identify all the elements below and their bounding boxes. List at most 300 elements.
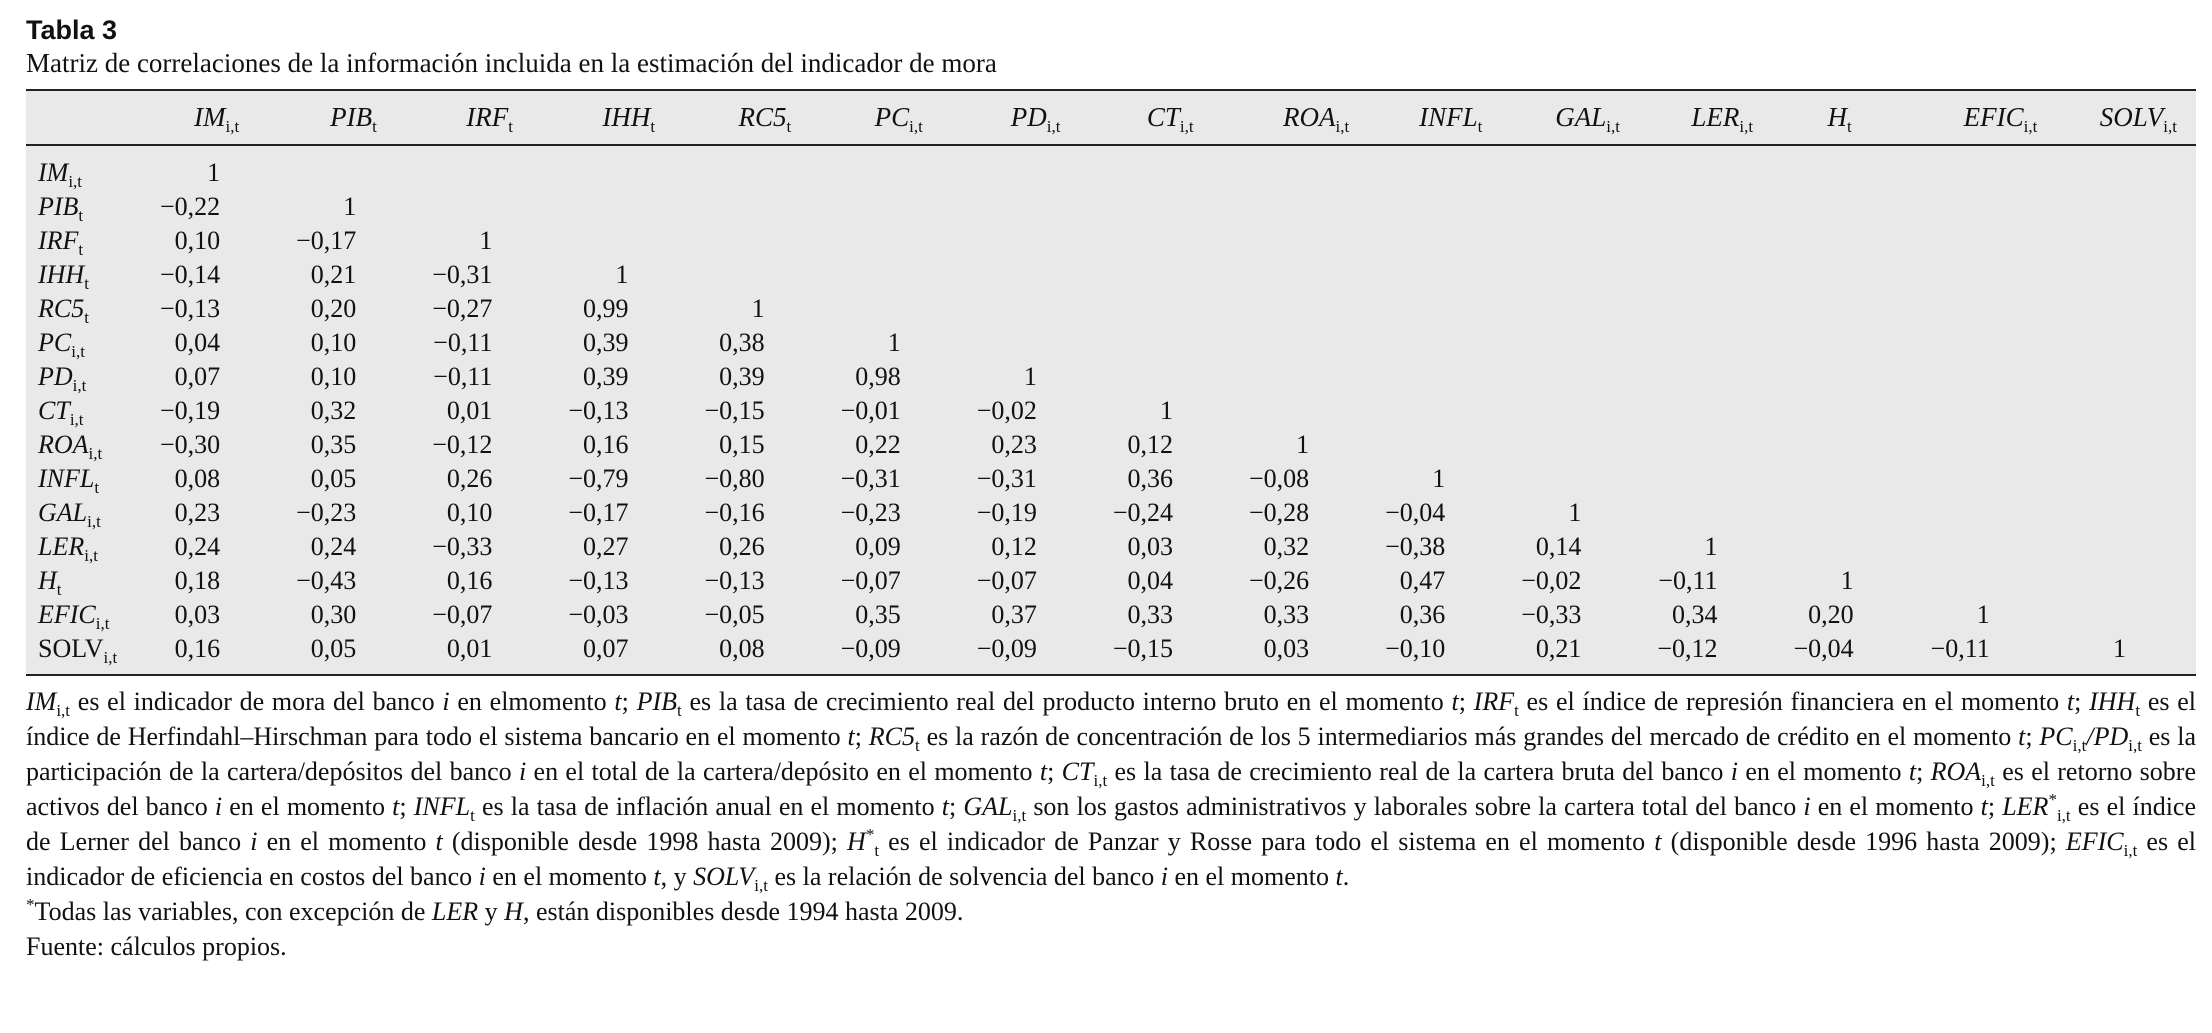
empty-cell (1788, 394, 1924, 428)
variable-subscript: i,t (909, 117, 923, 136)
correlation-cell: 1 (1023, 362, 1037, 391)
column-header-label (1107, 102, 1194, 136)
empty-cell (1924, 564, 2060, 598)
empty-cell (1788, 326, 1924, 360)
empty-cell (1651, 258, 1787, 292)
correlation-cell: −0,24 (1112, 498, 1173, 527)
row-label (26, 394, 154, 428)
note-symbol: / (2086, 722, 2094, 751)
variable-subscript: t (56, 580, 62, 599)
empty-cell (2060, 394, 2196, 428)
correlation-cell: −0,33 (432, 532, 493, 561)
correlation-cell: 0,24 (310, 532, 357, 561)
empty-cell (562, 145, 698, 190)
empty-cell (1379, 292, 1515, 326)
correlation-cell: 0,10 (310, 362, 357, 391)
correlation-cell: 1 (1432, 464, 1446, 493)
empty-cell (1379, 326, 1515, 360)
note-symbol: SOLV (693, 862, 755, 891)
correlation-cell: 0,38 (719, 328, 765, 357)
empty-cell (1651, 292, 1787, 326)
empty-cell (1924, 326, 2060, 360)
note-subscript: t (1514, 701, 1519, 720)
note-symbol: i (1803, 792, 1811, 821)
empty-cell (699, 190, 835, 224)
notes-footnote (26, 894, 2196, 929)
note-text: es el retorno sobre activos del banco (26, 757, 2197, 821)
variable-name: RC5 (738, 102, 787, 132)
note-symbol: i (214, 792, 223, 821)
column-header (835, 91, 971, 145)
variable-subscript: t (78, 206, 84, 225)
note-text: ; (2074, 687, 2090, 716)
correlation-cell: −0,16 (704, 498, 765, 527)
empty-cell (2060, 496, 2196, 530)
note-text: en el momento (1810, 792, 1981, 821)
correlation-cell: 0,16 (446, 566, 493, 595)
note-text: es el índice de Lerner del banco (26, 792, 2196, 856)
empty-cell (1243, 190, 1379, 224)
correlation-cell: 1 (1704, 532, 1718, 561)
variable-name: EFIC (1963, 102, 2024, 132)
correlation-cell: 0,34 (1672, 600, 1718, 629)
row-label (26, 496, 154, 530)
empty-cell (1107, 326, 1243, 360)
correlation-cell: 1 (1840, 566, 1854, 595)
note-text: en elmomento (449, 687, 615, 716)
note-text: ; (1916, 757, 1931, 786)
empty-cell (835, 145, 971, 190)
note-superscript: * (26, 895, 35, 914)
correlation-cell: 0,12 (991, 532, 1037, 561)
correlation-cell: 0,32 (1263, 532, 1310, 561)
correlation-cell: −0,01 (840, 396, 901, 425)
empty-cell (1515, 360, 1651, 394)
variable-subscript: i,t (69, 410, 84, 429)
variable-name: PIB (38, 192, 79, 221)
variable-subscript: i,t (1046, 117, 1061, 136)
column-header (1107, 91, 1243, 145)
correlation-cell: 0,18 (174, 566, 221, 595)
column-header-label (1651, 102, 1754, 136)
empty-cell (1651, 190, 1787, 224)
table-row (26, 326, 2196, 360)
column-header-label (154, 102, 240, 136)
empty-cell (1651, 145, 1787, 190)
note-text: . (1342, 862, 1350, 891)
empty-cell (1924, 428, 2060, 462)
note-symbol: IHH (2089, 687, 2136, 716)
row-label (26, 530, 154, 564)
correlation-cell: −0,80 (704, 464, 765, 493)
column-header (290, 91, 426, 145)
note-text: ; (621, 687, 637, 716)
empty-cell (1651, 496, 1787, 530)
note-symbol: LER (431, 897, 479, 926)
variable-name: GAL (1555, 102, 1607, 132)
note-text: es la participación de la cartera/depósitos del banco (26, 722, 2196, 786)
column-header-label (1788, 102, 1852, 136)
variable-name: INFL (38, 464, 95, 493)
correlation-cell: −0,08 (1248, 464, 1310, 493)
note-text: , y (660, 862, 694, 891)
empty-cell (1788, 496, 1924, 530)
column-header (1788, 91, 1924, 145)
empty-cell (1788, 530, 1924, 564)
variable-name: SOLV (38, 634, 104, 663)
note-symbol: t (2018, 722, 2026, 751)
column-header-label (835, 102, 923, 136)
empty-cell (2060, 145, 2196, 190)
variable-subscript: t (94, 478, 100, 497)
row-label (26, 428, 154, 462)
correlation-cell: 0,35 (310, 430, 357, 459)
row-label (26, 145, 154, 190)
note-subscript: i,t (56, 701, 71, 720)
variable-name: EFIC (38, 600, 96, 629)
variable-name: PIB (330, 102, 373, 132)
correlation-cell: −0,10 (1385, 634, 1446, 663)
empty-cell (1788, 428, 1924, 462)
variable-subscript: i,t (1335, 117, 1350, 136)
correlation-cell: −0,27 (432, 294, 493, 323)
note-symbol: t (2066, 687, 2075, 716)
row-label (26, 564, 154, 598)
empty-cell (835, 224, 971, 258)
note-symbol: IRF (1473, 687, 1515, 716)
correlation-cell: −0,31 (840, 464, 901, 493)
note-text: ; (949, 792, 964, 821)
correlation-cell: 0,10 (446, 498, 493, 527)
correlation-cell: 0,03 (174, 600, 221, 629)
variable-subscript: i,t (71, 342, 85, 361)
column-header (1243, 91, 1379, 145)
note-symbol: ROA (1930, 757, 1982, 786)
note-symbol: PD (2093, 722, 2129, 751)
note-symbol: i (518, 757, 527, 786)
correlation-cell: −0,12 (1657, 634, 1718, 663)
variable-subscript: t (78, 240, 84, 259)
note-symbol: t (1451, 687, 1459, 716)
variable-subscript: i,t (68, 172, 83, 191)
row-label (26, 190, 154, 224)
variable-name: ROA (1283, 102, 1336, 132)
correlation-cell: 0,04 (1127, 566, 1173, 595)
empty-cell (426, 145, 562, 190)
note-text: ; (399, 792, 414, 821)
variable-subscript: t (1847, 117, 1852, 136)
empty-cell (2060, 598, 2196, 632)
note-text: ; (2025, 722, 2040, 751)
column-header (699, 91, 835, 145)
table-row (26, 462, 2196, 496)
empty-cell (1515, 428, 1651, 462)
variable-subscript: i,t (88, 444, 103, 463)
note-text: y (478, 897, 505, 926)
note-symbol: H (847, 827, 866, 856)
note-subscript: i,t (1981, 771, 1995, 790)
variable-name: INFL (1419, 102, 1478, 132)
note-subscript: t (677, 701, 682, 720)
table-row (26, 428, 2196, 462)
note-symbol: CT (1061, 757, 1094, 786)
column-header-label (1243, 102, 1350, 136)
note-symbol: i (250, 827, 258, 856)
note-symbol: PC (2039, 722, 2073, 751)
variable-subscript: i,t (87, 512, 101, 531)
table-row (26, 145, 2196, 190)
empty-cell (1243, 326, 1379, 360)
empty-cell (1788, 258, 1924, 292)
empty-cell (1788, 190, 1924, 224)
correlation-cell: −0,03 (568, 600, 629, 629)
empty-cell (1107, 360, 1243, 394)
note-symbol: RC5 (868, 722, 916, 751)
correlation-cell: 0,35 (855, 600, 901, 629)
empty-cell (1651, 394, 1787, 428)
empty-cell (1651, 224, 1787, 258)
notes-source (26, 929, 2196, 964)
empty-cell (835, 258, 971, 292)
note-subscript: t (470, 806, 475, 825)
correlation-cell: 0,03 (1263, 634, 1310, 663)
variable-name: LER (38, 532, 85, 561)
table-row (26, 632, 2196, 674)
column-header-label (1515, 102, 1620, 136)
empty-cell (1515, 190, 1651, 224)
table-row (26, 564, 2196, 598)
note-symbol: t (1039, 757, 1048, 786)
empty-cell (1379, 145, 1515, 190)
document (26, 14, 2196, 964)
correlation-cell: −0,13 (568, 566, 629, 595)
note-text: es la tasa de inflación anual en el momento (474, 792, 942, 821)
note-text: es el indicador de eficiencia en costos del banco (26, 827, 2196, 891)
variable-subscript: i,t (103, 648, 118, 667)
table-notes (26, 684, 2196, 964)
variable-subscript: i,t (2163, 117, 2177, 136)
column-header (1379, 91, 1515, 145)
empty-cell (1243, 258, 1379, 292)
table-row (26, 258, 2196, 292)
table-body (26, 145, 2196, 674)
correlation-cell: −0,13 (568, 396, 629, 425)
correlation-cell: −0,07 (840, 566, 901, 595)
correlation-cell: 0,04 (174, 328, 221, 357)
correlation-cell: −0,23 (296, 498, 357, 527)
table-row (26, 190, 2196, 224)
correlation-cell: −0,22 (159, 192, 221, 221)
correlation-cell: 0,23 (991, 430, 1037, 459)
variable-subscript: i,t (72, 376, 87, 395)
correlation-cell: 0,98 (855, 362, 901, 391)
variable-subscript: t (372, 117, 377, 136)
correlation-cell: −0,14 (159, 260, 221, 289)
variable-name: H (38, 566, 57, 595)
correlation-cell: −0,38 (1385, 532, 1446, 561)
note-symbol: t (614, 687, 622, 716)
correlation-cell: 0,07 (174, 362, 221, 391)
empty-cell (1924, 360, 2060, 394)
correlation-cell: 0,08 (719, 634, 765, 663)
empty-cell (2060, 224, 2196, 258)
correlation-cell: 0,16 (174, 634, 221, 663)
note-symbol: t (653, 862, 661, 891)
empty-cell (1243, 224, 1379, 258)
correlation-cell: 0,47 (1399, 566, 1446, 595)
variable-subscript: t (508, 117, 513, 136)
note-symbol: GAL (963, 792, 1013, 821)
empty-cell (562, 224, 698, 258)
column-header (1651, 91, 1787, 145)
note-symbol: i (1160, 862, 1168, 891)
table-header (26, 91, 2196, 145)
empty-cell (290, 145, 426, 190)
note-symbol: t (941, 792, 949, 821)
note-text: ; (1047, 757, 1062, 786)
correlation-cell: 0,10 (174, 226, 221, 255)
column-header (971, 91, 1107, 145)
note-text: es el índice de represión financiera en el momento (1518, 687, 2067, 716)
empty-cell (1788, 292, 1924, 326)
empty-cell (971, 190, 1107, 224)
empty-cell (1107, 258, 1243, 292)
note-symbol: INFL (413, 792, 471, 821)
note-subscript: i,t (1012, 806, 1027, 825)
empty-cell (971, 224, 1107, 258)
empty-cell (971, 326, 1107, 360)
correlation-cell: −0,30 (159, 430, 221, 459)
empty-cell (2060, 190, 2196, 224)
empty-cell (1379, 394, 1515, 428)
note-superscript: * (2048, 790, 2057, 809)
correlation-cell: −0,07 (432, 600, 493, 629)
empty-cell (1515, 394, 1651, 428)
note-symbol: t (435, 827, 443, 856)
variable-name: PD (1010, 102, 1047, 132)
row-label (26, 360, 154, 394)
note-text: (disponible desde 1996 hasta 2009); (1661, 827, 2066, 856)
empty-cell (699, 258, 835, 292)
correlation-cell: 0,27 (583, 532, 629, 561)
correlation-cell: 0,05 (310, 464, 357, 493)
correlation-cell: 0,23 (174, 498, 221, 527)
correlation-cell: 0,16 (583, 430, 629, 459)
note-text: en el momento (257, 827, 436, 856)
correlation-table (26, 89, 2196, 676)
row-label (26, 224, 154, 258)
empty-cell (1107, 224, 1243, 258)
variable-subscript: t (1477, 117, 1483, 136)
column-header-label (562, 102, 656, 136)
note-text: en el total de la cartera/depósito en el momento (526, 757, 1040, 786)
empty-cell (699, 145, 835, 190)
correlation-cell: 0,15 (719, 430, 765, 459)
note-symbol: H (504, 897, 523, 926)
column-header-label (2060, 102, 2177, 136)
note-text: ; (1458, 687, 1474, 716)
correlation-cell: 1 (887, 328, 901, 357)
note-text: (disponible desde 1998 hasta 2009); (442, 827, 848, 856)
correlation-cell: 0,08 (174, 464, 221, 493)
row-label (26, 632, 154, 674)
variable-name: RC5 (38, 294, 85, 323)
correlation-cell: 0,14 (1535, 532, 1582, 561)
empty-cell (1924, 292, 2060, 326)
correlation-cell: −0,12 (432, 430, 493, 459)
correlation-cell: 0,21 (310, 260, 357, 289)
note-subscript: i,t (2072, 736, 2087, 755)
column-header (154, 91, 290, 145)
note-symbol: i (442, 687, 450, 716)
table-row (26, 598, 2196, 632)
variable-name: GAL (38, 498, 88, 527)
note-superscript: * (865, 825, 875, 844)
column-header (562, 91, 698, 145)
row-label (26, 598, 154, 632)
empty-cell (2060, 292, 2196, 326)
table-caption: Matriz de correlaciones de la información incluida en la estimación del indicador de mora (26, 48, 997, 78)
correlation-cell: 0,32 (310, 396, 357, 425)
correlation-cell: 1 (207, 158, 221, 187)
column-header-label (971, 102, 1061, 136)
variable-name: IRF (38, 226, 79, 255)
correlation-cell: −0,09 (976, 634, 1037, 663)
note-subscript: i,t (2128, 736, 2142, 755)
column-header-label (290, 102, 377, 136)
empty-cell (1788, 462, 1924, 496)
note-text: en el momento (485, 862, 654, 891)
correlation-cell: 1 (1976, 600, 1990, 629)
table-label: Tabla 3 (26, 15, 118, 45)
note-text: en el momento (222, 792, 393, 821)
correlation-cell: 0,10 (310, 328, 357, 357)
empty-cell (699, 224, 835, 258)
empty-cell (1924, 224, 2060, 258)
correlation-cell: 0,22 (855, 430, 901, 459)
empty-cell (2060, 530, 2196, 564)
note-text: es el índice de Herfindahl–Hirschman para todo el sistema bancario en el momento (26, 687, 2196, 751)
row-label (26, 326, 154, 360)
note-subscript: t (915, 736, 920, 755)
column-header-label (699, 102, 792, 136)
variable-subscript: i,t (1606, 117, 1620, 136)
variable-name: PC (874, 102, 910, 132)
correlation-cell: −0,13 (159, 294, 221, 323)
note-symbol: t (1654, 827, 1662, 856)
empty-cell (1651, 428, 1787, 462)
correlation-cell: −0,33 (1521, 600, 1582, 629)
correlation-cell: −0,05 (704, 600, 765, 629)
correlation-cell: −0,17 (296, 226, 357, 255)
variable-subscript: i,t (95, 614, 110, 633)
variable-name: IM (38, 158, 69, 187)
empty-cell (1924, 258, 2060, 292)
correlation-cell: −0,04 (1385, 498, 1446, 527)
variable-subscript: i,t (84, 546, 98, 565)
empty-cell (426, 190, 562, 224)
header-stub (26, 91, 154, 145)
variable-name: CT (38, 396, 70, 425)
correlation-cell: 1 (479, 226, 493, 255)
empty-cell (562, 190, 698, 224)
correlation-cell: −0,02 (976, 396, 1037, 425)
correlation-cell: 0,26 (719, 532, 765, 561)
note-text: es la tasa de crecimiento real del producto interno bruto en el momento (681, 687, 1452, 716)
correlation-cell: 0,21 (1535, 634, 1582, 663)
note-text: Todas las variables, con excepción de (34, 897, 432, 926)
empty-cell (971, 258, 1107, 292)
